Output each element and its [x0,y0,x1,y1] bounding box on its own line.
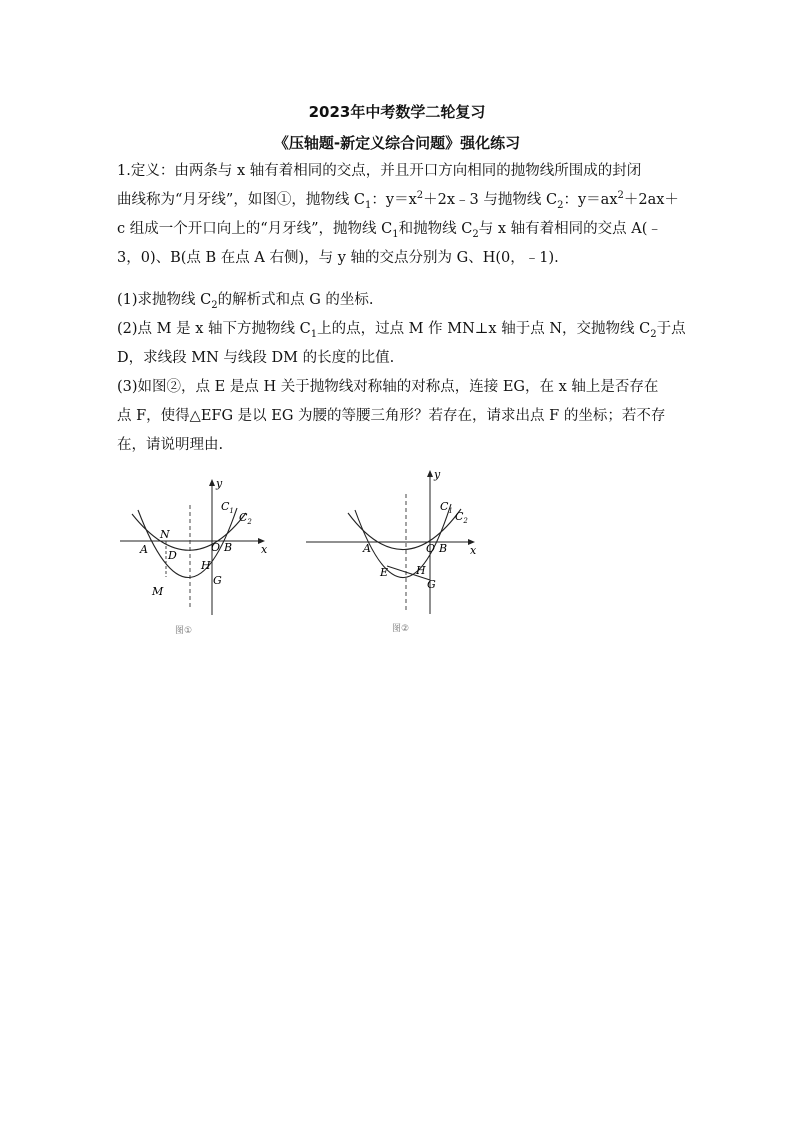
label-m: M [152,585,164,598]
label-y: y [216,477,223,490]
label-g: G [427,578,436,591]
y-axis-arrow-icon [427,470,433,477]
problem-definition [117,157,697,273]
figure-1-diagram [115,475,290,640]
label-a: A [363,542,371,555]
label-o: O [426,542,436,555]
label-b: B [439,542,448,555]
def-line-3: c 组成一个开口向上的“月牙线”，抛物线 $C_1$和抛物线 $C_2$与 x 轴有着相同的交点 A(﹣ [117,221,662,240]
label-h: H [201,559,211,572]
figure-2-diagram [300,466,485,636]
label-c2: $C_2$ [239,511,252,526]
label-c2: $C_2$ [455,510,468,525]
label-d: D [168,549,177,562]
figure-2-caption: 图② [392,624,410,634]
question-1: (1)求抛物线 $C_2$的解析式和点 G 的坐标. [117,292,374,311]
def-line-1: 1.定义：由两条与 x 轴有着相同的交点，并且开口方向相同的抛物线所围成的封闭 [117,163,642,179]
def-line-4: 3，0)、B(点 B 在点 A 右侧)，与 y 轴的交点分别为 G、H(0，﹣1). [117,250,559,266]
y-axis-arrow-icon [209,479,215,486]
parabola-c1 [138,508,237,578]
question-2: (2)点 M 是 x 轴下方抛物线 $C_1$上的点，过点 M 作 MN⊥x 轴于点 N，交抛物线 $C_2$于点 D，求线段 MN 与线段 DM 的长度的比值. [117,321,686,366]
label-n: N [160,528,170,541]
question-3: (3)如图②，点 E 是点 H 关于抛物线对称轴的对称点，连接 EG，在 x 轴上是否存在 点 F，使得△EFG 是以 EG 为腰的等腰三角形？若存在，请求出点 F 的坐标；若不存 在，请说明理由. [117,379,666,453]
worksheet-subtitle: 《压轴题-新定义综合问题》强化练习 [273,134,521,152]
label-h: H [416,564,426,577]
label-x: x [261,543,268,556]
label-y: y [434,468,441,481]
label-a: A [140,543,148,556]
label-e: E [380,566,389,579]
figure-1-caption: 图① [175,626,193,636]
worksheet-title: 2023年中考数学二轮复习 [308,103,486,121]
label-b: B [224,541,233,554]
parabola-c1 [355,504,451,578]
def-line-2: 曲线称为“月牙线”，如图①，抛物线 $C_1$：$y=x^2+2x﹣3$ 与抛物线 $C_2$：$y=ax^2+2ax+$ [117,190,679,211]
label-o: O [211,541,221,554]
label-g: G [213,574,222,587]
label-x: x [470,544,477,557]
label-c1: $C_1$ [221,500,234,515]
label-c1: $C_1$ [440,500,453,515]
